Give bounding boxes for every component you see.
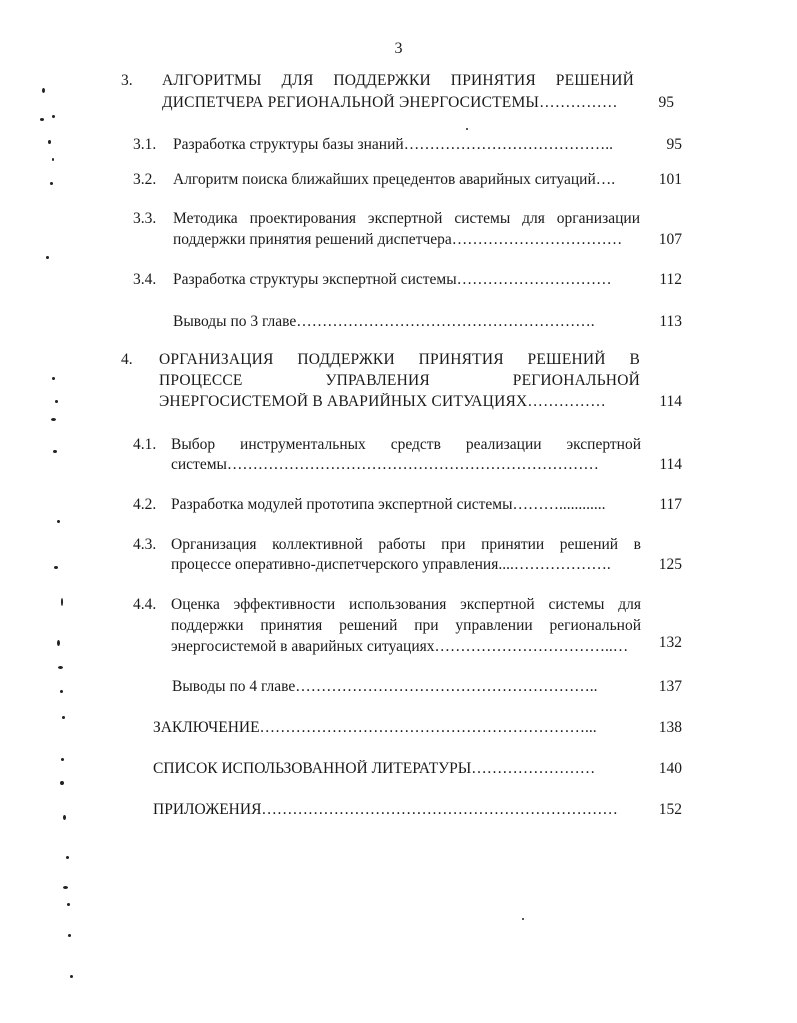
page-ref: 112 [659, 271, 682, 288]
section-number: 4.1. [133, 436, 157, 453]
page-ref: 138 [658, 719, 682, 736]
chapter-number: 3. [121, 72, 133, 89]
page-ref: 114 [659, 456, 682, 473]
page-ref: 114 [659, 393, 682, 410]
section-title: Разработка структуры экспертной системы………………………… [173, 271, 612, 288]
conclusions-title: Выводы по 3 главе…………………………………………………. [173, 313, 595, 330]
chapter-number: 4. [121, 351, 133, 368]
appendices-title: ПРИЛОЖЕНИЯ…………………………………………………………… [153, 801, 618, 818]
section-title: Разработка модулей прототипа экспертной системы………............ [171, 496, 606, 513]
section-number: 4.2. [133, 496, 157, 513]
section-title-line: Выбор инструментальных средств реализации экспертной [171, 436, 641, 453]
chapter-title-line: ДИСПЕТЧЕРА РЕГИОНАЛЬНОЙ ЭНЕРГОСИСТЕМЫ…………… [162, 94, 618, 111]
section-title-line: Организация коллективной работы при принятии решений в [171, 536, 641, 553]
chapter-title-line: ЭНЕРГОСИСТЕМОЙ В АВАРИЙНЫХ СИТУАЦИЯХ…………… [159, 393, 606, 410]
section-title-line: процессе оперативно-диспетчерского управления....………………. [171, 556, 611, 573]
section-title-line: поддержки принятия решений при управлении региональной [171, 617, 641, 634]
section-number: 3.4. [133, 271, 157, 288]
page-ref: 117 [659, 496, 682, 513]
section-title: Разработка структуры базы знаний………………………………….. [173, 136, 613, 153]
section-title-line: Методика проектирования экспертной системы для организации [173, 210, 640, 227]
section-title: Алгоритм поиска ближайших прецедентов аварийных ситуаций…. [173, 171, 616, 188]
page-ref: 95 [666, 136, 682, 153]
page-ref: 95 [658, 94, 674, 111]
page-ref: 125 [658, 556, 682, 573]
section-title-line: энергосистемой в аварийных ситуациях……………………………..… [171, 638, 629, 655]
chapter-title-line: ПРОЦЕССЕ УПРАВЛЕНИЯ РЕГИОНАЛЬНОЙ [159, 372, 640, 389]
section-number: 3.2. [133, 171, 157, 188]
section-title-line: Оценка эффективности использования экспертной системы для [171, 596, 641, 613]
page-ref: 107 [658, 231, 682, 248]
section-number: 4.3. [133, 536, 157, 553]
chapter-title-line: ОРГАНИЗАЦИЯ ПОДДЕРЖКИ ПРИНЯТИЯ РЕШЕНИЙ В [159, 351, 640, 368]
chapter-title-line: АЛГОРИТМЫ ДЛЯ ПОДДЕРЖКИ ПРИНЯТИЯ РЕШЕНИЙ [162, 72, 634, 89]
conclusions-title: Выводы по 4 главе………………………………………………….. [172, 678, 598, 695]
page-ref: 137 [658, 678, 682, 695]
section-number: 4.4. [133, 596, 157, 613]
section-title-line: поддержки принятия решений диспетчера…………………………… [173, 231, 623, 248]
section-number: 3.3. [133, 210, 157, 227]
section-title-line: системы……………………………………………………………… [171, 456, 599, 473]
conclusion-title: ЗАКЛЮЧЕНИЕ………………………………………………………... [153, 719, 597, 736]
page-ref: 101 [658, 171, 682, 188]
references-title: СПИСОК ИСПОЛЬЗОВАННОЙ ЛИТЕРАТУРЫ…………………… [153, 760, 596, 777]
page-ref: 140 [658, 760, 682, 777]
page-ref: 113 [659, 313, 682, 330]
page-ref: 132 [658, 634, 682, 651]
section-number: 3.1. [133, 136, 157, 153]
page-ref: 152 [658, 801, 682, 818]
page-number: 3 [394, 40, 403, 57]
